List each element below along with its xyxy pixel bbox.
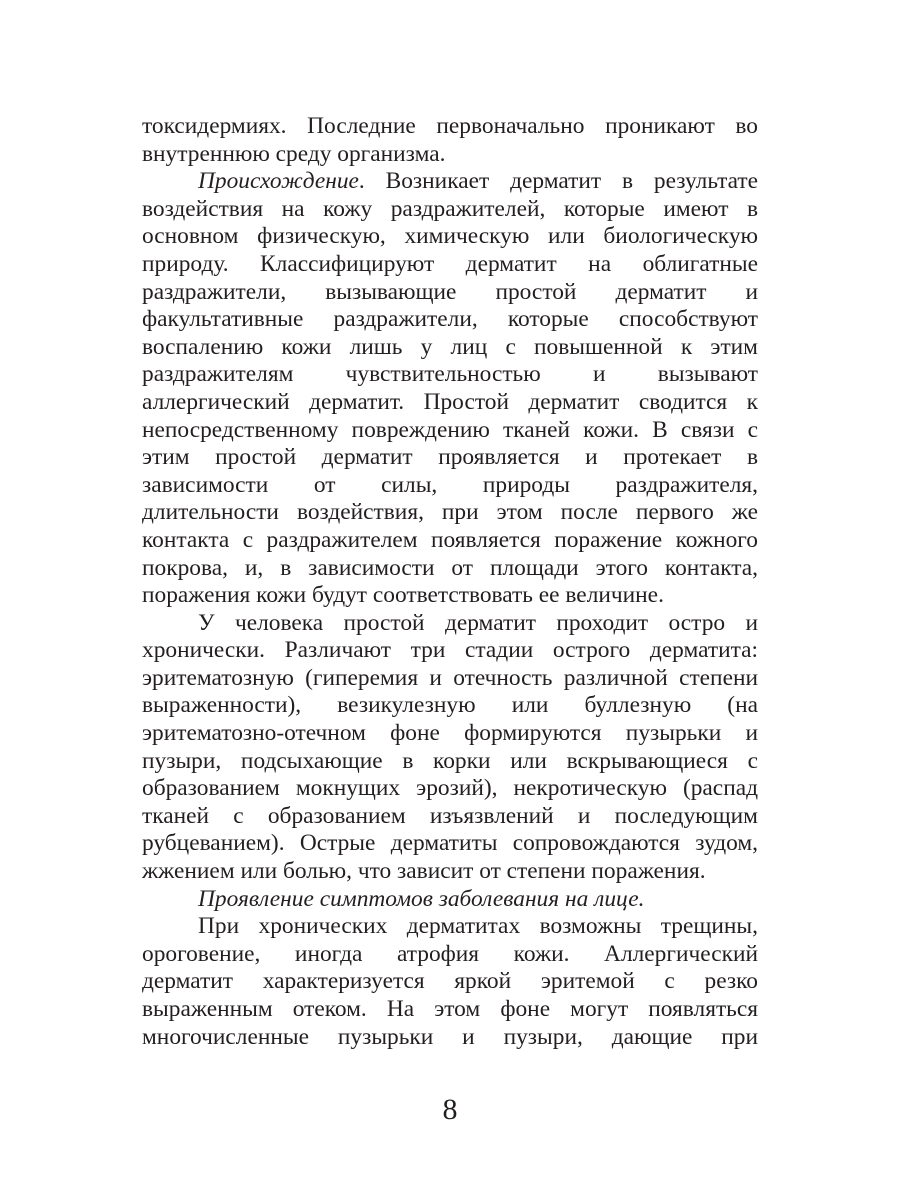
line-text: этим простой дерматит проявляется и протекает в (142, 444, 758, 471)
line-text: раздражители, вызывающие простой дерматит и (142, 278, 758, 305)
text-line (142, 113, 758, 141)
paragraph (142, 168, 758, 610)
line-text: ороговение, иногда атрофия кожи. Аллергический (142, 940, 758, 967)
line-text: аллергический дерматит. Простой дерматит сводится к (142, 388, 758, 415)
line-text: внутреннюю среду организма. (142, 140, 446, 167)
text-line (142, 775, 758, 803)
text-line (142, 913, 758, 941)
text-line (142, 748, 758, 776)
book-page-text (142, 113, 758, 1051)
text-line (142, 996, 758, 1024)
text-line (142, 279, 758, 307)
text-line (142, 141, 758, 169)
text-line (142, 637, 758, 665)
text-line (142, 417, 758, 445)
line-text: зависимости от силы, природы раздражителя, (142, 471, 758, 498)
line-text: факультативные раздражители, которые способствуют (142, 306, 758, 333)
line-text: рубцеванием). Острые дерматиты сопровождаются зудом, (142, 830, 758, 857)
text-line (142, 803, 758, 831)
line-text: покрова, и, в зависимости от площади этого контакта, (142, 554, 758, 581)
italic-heading: Происхождение (198, 168, 359, 195)
line-text: пузыри, подсыхающие в корки или вскрывающиеся с (142, 747, 758, 774)
line-text: воздействия на кожу раздражителей, которые имеют в (142, 195, 758, 222)
line-text: У человека простой дерматит проходит остро и (198, 609, 758, 636)
paragraph (142, 610, 758, 886)
line-text: . Возникает дерматит в результате (358, 168, 758, 195)
text-line (142, 196, 758, 224)
text-line (142, 582, 758, 610)
text-line (142, 720, 758, 748)
text-line (142, 1024, 758, 1052)
line-text: токсидермиях. Последние первоначально проникают во (142, 113, 758, 139)
text-line (142, 968, 758, 996)
line-text: При хронических дерматитах возможны трещины, (198, 913, 758, 940)
line-text: эритематозно-отечном фоне формируются пузырьки и (142, 720, 758, 747)
line-text: Проявление симптомов заболевания на лице. (198, 885, 645, 912)
line-text: хронически. Различают три стадии острого дерматита: (142, 637, 758, 664)
line-text: контакта с раздражителем появляется поражение кожного (142, 526, 758, 553)
text-line (142, 886, 758, 914)
line-text: раздражителям чувствительностью и вызывают (142, 361, 758, 388)
line-text: многочисленные пузырьки и пузыри, дающие при (142, 1023, 758, 1050)
text-line (142, 858, 758, 886)
text-line (142, 555, 758, 583)
line-text: воспалению кожи лишь у лиц с повышенной к этим (142, 333, 758, 360)
line-text: жжением или болью, что зависит от степени поражения. (142, 858, 706, 885)
text-line (142, 610, 758, 638)
text-line (142, 251, 758, 279)
text-line (142, 223, 758, 251)
paragraph (142, 886, 758, 914)
line-text: длительности воздействия, при этом после первого же (142, 499, 758, 526)
paragraph (142, 113, 758, 168)
text-line (142, 168, 758, 196)
page-number: 8 (442, 1093, 458, 1126)
text-line (142, 389, 758, 417)
text-line (142, 665, 758, 693)
text-line (142, 361, 758, 389)
line-text: основном физическую, химическую или биологическую (142, 223, 758, 250)
line-text: выраженности), везикулезную или буллезную (на (142, 692, 758, 719)
paragraph (142, 913, 758, 1051)
line-text: дерматит характеризуется яркой эритемой с резко (142, 968, 758, 995)
text-line (142, 306, 758, 334)
text-line (142, 941, 758, 969)
text-line (142, 527, 758, 555)
line-text: эритематозную (гиперемия и отечность различной степени (142, 664, 758, 691)
text-line (142, 830, 758, 858)
line-text: образованием мокнущих эрозий), некротическую (распад (142, 775, 758, 802)
line-text: выраженным отеком. На этом фоне могут появляться (142, 996, 758, 1022)
text-line (142, 334, 758, 362)
text-line (142, 444, 758, 472)
text-line (142, 472, 758, 500)
text-line (142, 692, 758, 720)
text-line (142, 499, 758, 527)
line-text: поражения кожи будут соответствовать ее величине. (142, 582, 664, 609)
line-text: тканей с образованием изъязвлений и последующим (142, 802, 758, 829)
line-text: непосредственному повреждению тканей кожи. В связи с (142, 416, 758, 443)
line-text: природу. Классифицируют дерматит на облигатные (142, 250, 758, 277)
